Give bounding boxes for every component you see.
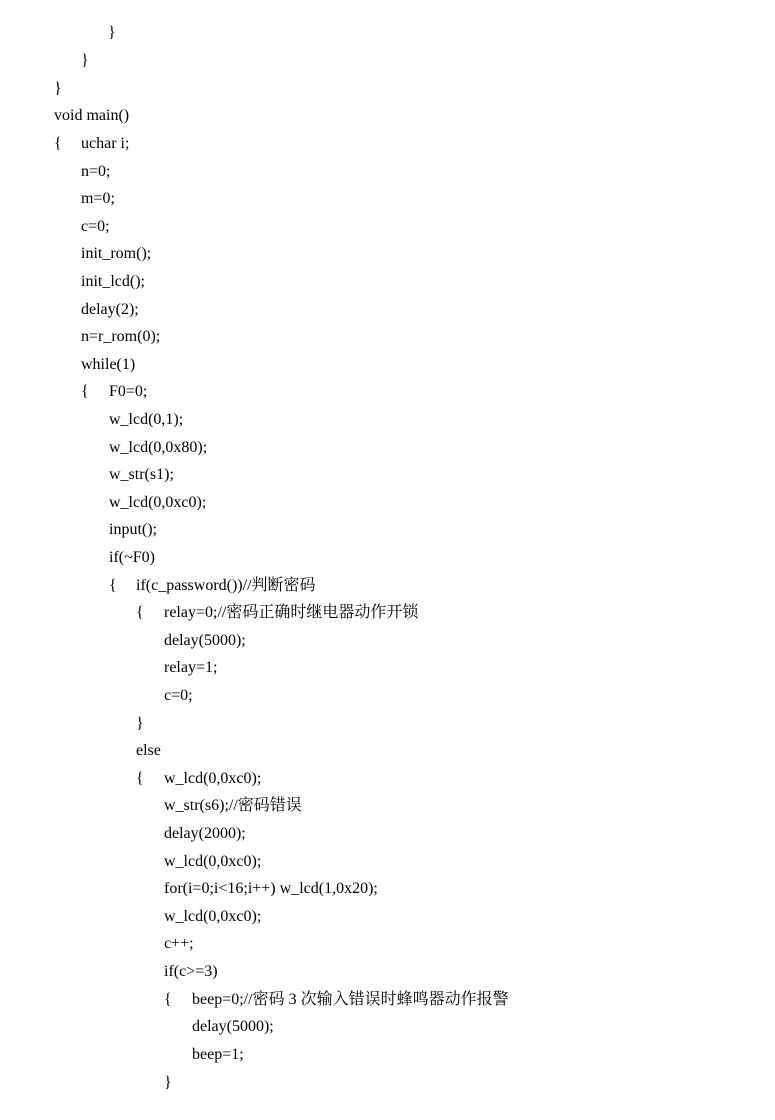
closing-brace: } (108, 24, 116, 41)
code-line: delay(5000); (192, 1018, 274, 1035)
code-line: { uchar i; (54, 135, 130, 152)
code-line: { beep=0;//密码 3 次输入错误时蜂鸣器动作报警 (164, 991, 509, 1008)
code-line: w_lcd(0,0xc0); (109, 494, 207, 511)
code-line: for(i=0;i<16;i++) w_lcd(1,0x20); (164, 880, 378, 897)
code-line: { relay=0;//密码正确时继电器动作开锁 (136, 604, 419, 621)
code-line: init_lcd(); (81, 273, 145, 290)
code-line: delay(2000); (164, 825, 246, 842)
code-line: m=0; (81, 190, 115, 207)
opening-brace: { (136, 770, 144, 787)
opening-brace: { (109, 577, 117, 594)
code-line: beep=1; (192, 1046, 244, 1063)
code-line: w_str(s1); (109, 466, 174, 483)
code-line: delay(2); (81, 301, 139, 318)
code-line: { if(c_password())//判断密码 (109, 577, 316, 594)
code-line: c=0; (164, 687, 193, 704)
code-line: delay(5000); (164, 632, 246, 649)
code-line: w_lcd(0,0x80); (109, 439, 208, 456)
opening-brace: { (54, 135, 62, 152)
code-line: n=0; (81, 163, 111, 180)
code-line: while(1) (81, 356, 136, 373)
closing-brace: } (164, 1074, 172, 1091)
code-line: if(c>=3) (164, 963, 218, 980)
code-line: { F0=0; (81, 383, 148, 400)
code-line: init_rom(); (81, 245, 152, 262)
code-line: c=0; (81, 218, 110, 235)
code-line: input(); (109, 521, 157, 538)
code-line: if(~F0) (109, 549, 155, 566)
main-function-signature: void main() (54, 107, 130, 124)
code-line: relay=1; (164, 659, 218, 676)
closing-brace: } (136, 715, 144, 732)
code-line: n=r_rom(0); (81, 328, 161, 345)
opening-brace: { (164, 991, 172, 1008)
code-line: c++; (164, 935, 194, 952)
closing-brace: } (81, 52, 89, 69)
code-line: { w_lcd(0,0xc0); (136, 770, 262, 787)
code-line: else (136, 742, 161, 759)
opening-brace: { (136, 604, 144, 621)
opening-brace: { (81, 383, 89, 400)
closing-brace: } (54, 80, 62, 97)
code-line: w_str(s6);//密码错误 (164, 797, 302, 814)
code-line: w_lcd(0,1); (109, 411, 184, 428)
code-line: w_lcd(0,0xc0); (164, 908, 262, 925)
code-line: w_lcd(0,0xc0); (164, 853, 262, 870)
